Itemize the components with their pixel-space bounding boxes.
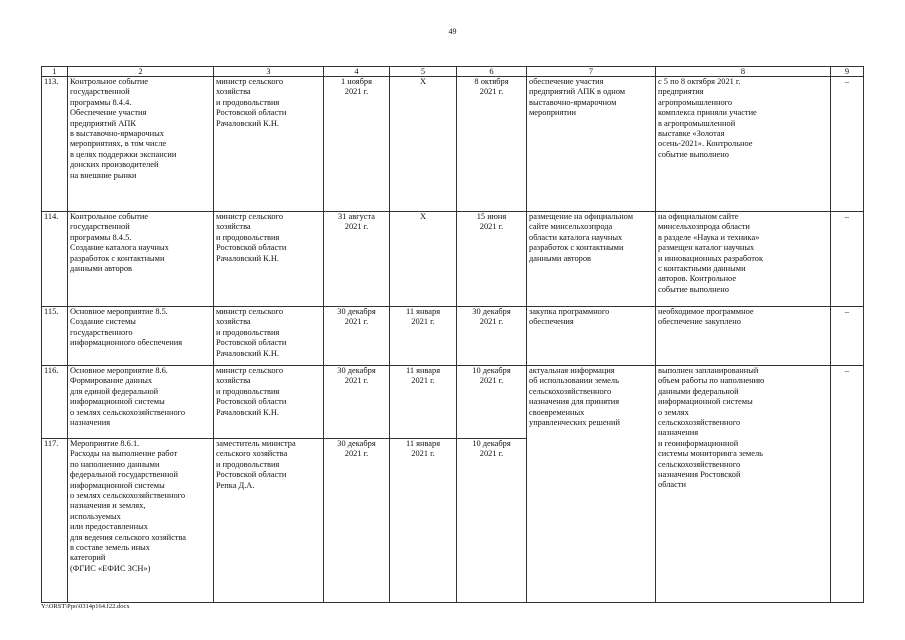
col-number: 9 <box>831 67 864 77</box>
planned-date: 30 декабря 2021 г. <box>324 366 390 439</box>
expected-result: размещение на официальном сайте минсельхозпрода области каталога научных разработок с контактными данными авторов <box>527 212 656 307</box>
expected-result: обеспечение участия предприятий АПК в одном выставочно-ярмарочном мероприятии <box>527 77 656 212</box>
measure-name: Основное мероприятие 8.6. Формирование данных для единой федеральной информационной системы о землях сельскохозяйственного назначения <box>68 366 214 439</box>
actual-start-date: 11 января 2021 г. <box>390 366 457 439</box>
planned-date: 31 августа 2021 г. <box>324 212 390 307</box>
planned-date: 30 декабря 2021 г. <box>324 307 390 366</box>
deviation-reason: – <box>831 366 864 603</box>
actual-end-date: 10 декабря 2021 г. <box>457 439 527 603</box>
footer-file-path: Y:\ORST\Ppo\0314p164.f22.docx <box>41 603 130 610</box>
expected-result: актуальная информация об использовании земель сельскохозяйственного назначения для принятия своевременных управленческих решений <box>527 366 656 603</box>
executor: министр сельского хозяйства и продовольствия Ростовской области Рачаловский К.Н. <box>214 307 324 366</box>
actual-end-date: 30 декабря 2021 г. <box>457 307 527 366</box>
table-row <box>42 307 864 366</box>
col-number: 5 <box>390 67 457 77</box>
measure-name: Контрольное событие государственной программы 8.4.5. Создание каталога научных разработок с контактными данными авторов <box>68 212 214 307</box>
col-number: 1 <box>42 67 68 77</box>
actual-result: на официальном сайте минсельхозпрода области в разделе «Наука и техника» размещен каталог научных и инновационных разработок с контактными данными авторов. Контрольное событие выполнено <box>656 212 831 307</box>
executor: министр сельского хозяйства и продовольствия Ростовской области Рачаловский К.Н. <box>214 77 324 212</box>
measure-name: Мероприятие 8.6.1. Расходы на выполнение работ по наполнению данными федеральной государственной информационной системы о землях сельскохозяйственного назначения и землях, используемых или предоставленных для ведения сельского хозяйства в составе земель иных категорий (ФГИС «ЕФИС ЗСН») <box>68 439 214 603</box>
deviation-reason: – <box>831 77 864 212</box>
col-number: 2 <box>68 67 214 77</box>
row-number: 113. <box>42 77 68 212</box>
actual-result: с 5 по 8 октября 2021 г. предприятия агропромышленного комплекса приняли участие в агропромышленной выставке «Золотая осень-2021». Контрольное событие выполнено <box>656 77 831 212</box>
actual-end-date: 15 июня 2021 г. <box>457 212 527 307</box>
deviation-reason: – <box>831 212 864 307</box>
actual-result: выполнен запланированный объем работы по наполнению данными федеральной информационной системы о землях сельскохозяйственного назначения и геоинформационной системы мониторинга земель сельскохозяйственного назначения Ростовской области <box>656 366 831 603</box>
row-number: 116. <box>42 366 68 439</box>
executor: министр сельского хозяйства и продовольствия Ростовской области Рачаловский К.Н. <box>214 366 324 439</box>
plan-table <box>41 66 864 603</box>
row-number: 114. <box>42 212 68 307</box>
actual-result: необходимое программное обеспечение закуплено <box>656 307 831 366</box>
col-number: 3 <box>214 67 324 77</box>
actual-start-date: Х <box>390 77 457 212</box>
page-number: 49 <box>448 27 457 36</box>
measure-name: Контрольное событие государственной программы 8.4.4. Обеспечение участия предприятий АПК в выставочно-ярмарочных мероприятиях, в том числе в целях поддержки экспансии донских производителей на внешние рынки <box>68 77 214 212</box>
executor: заместитель министра сельского хозяйства и продовольствия Ростовской области Репка Д.А. <box>214 439 324 603</box>
col-number: 6 <box>457 67 527 77</box>
table-row <box>42 212 864 307</box>
executor: министр сельского хозяйства и продовольствия Ростовской области Рачаловский К.Н. <box>214 212 324 307</box>
planned-date: 1 ноября 2021 г. <box>324 77 390 212</box>
deviation-reason: – <box>831 307 864 366</box>
row-number: 117. <box>42 439 68 603</box>
table-row <box>42 366 864 439</box>
table-row <box>42 77 864 212</box>
column-number-row <box>42 67 864 77</box>
row-number: 115. <box>42 307 68 366</box>
measure-name: Основное мероприятие 8.5. Создание системы государственного информационного обеспечения <box>68 307 214 366</box>
col-number: 7 <box>527 67 656 77</box>
planned-date: 30 декабря 2021 г. <box>324 439 390 603</box>
actual-start-date: Х <box>390 212 457 307</box>
col-number: 4 <box>324 67 390 77</box>
col-number: 8 <box>656 67 831 77</box>
actual-start-date: 11 января 2021 г. <box>390 307 457 366</box>
actual-end-date: 8 октября 2021 г. <box>457 77 527 212</box>
expected-result: закупка программного обеспечения <box>527 307 656 366</box>
actual-end-date: 10 декабря 2021 г. <box>457 366 527 439</box>
actual-start-date: 11 января 2021 г. <box>390 439 457 603</box>
